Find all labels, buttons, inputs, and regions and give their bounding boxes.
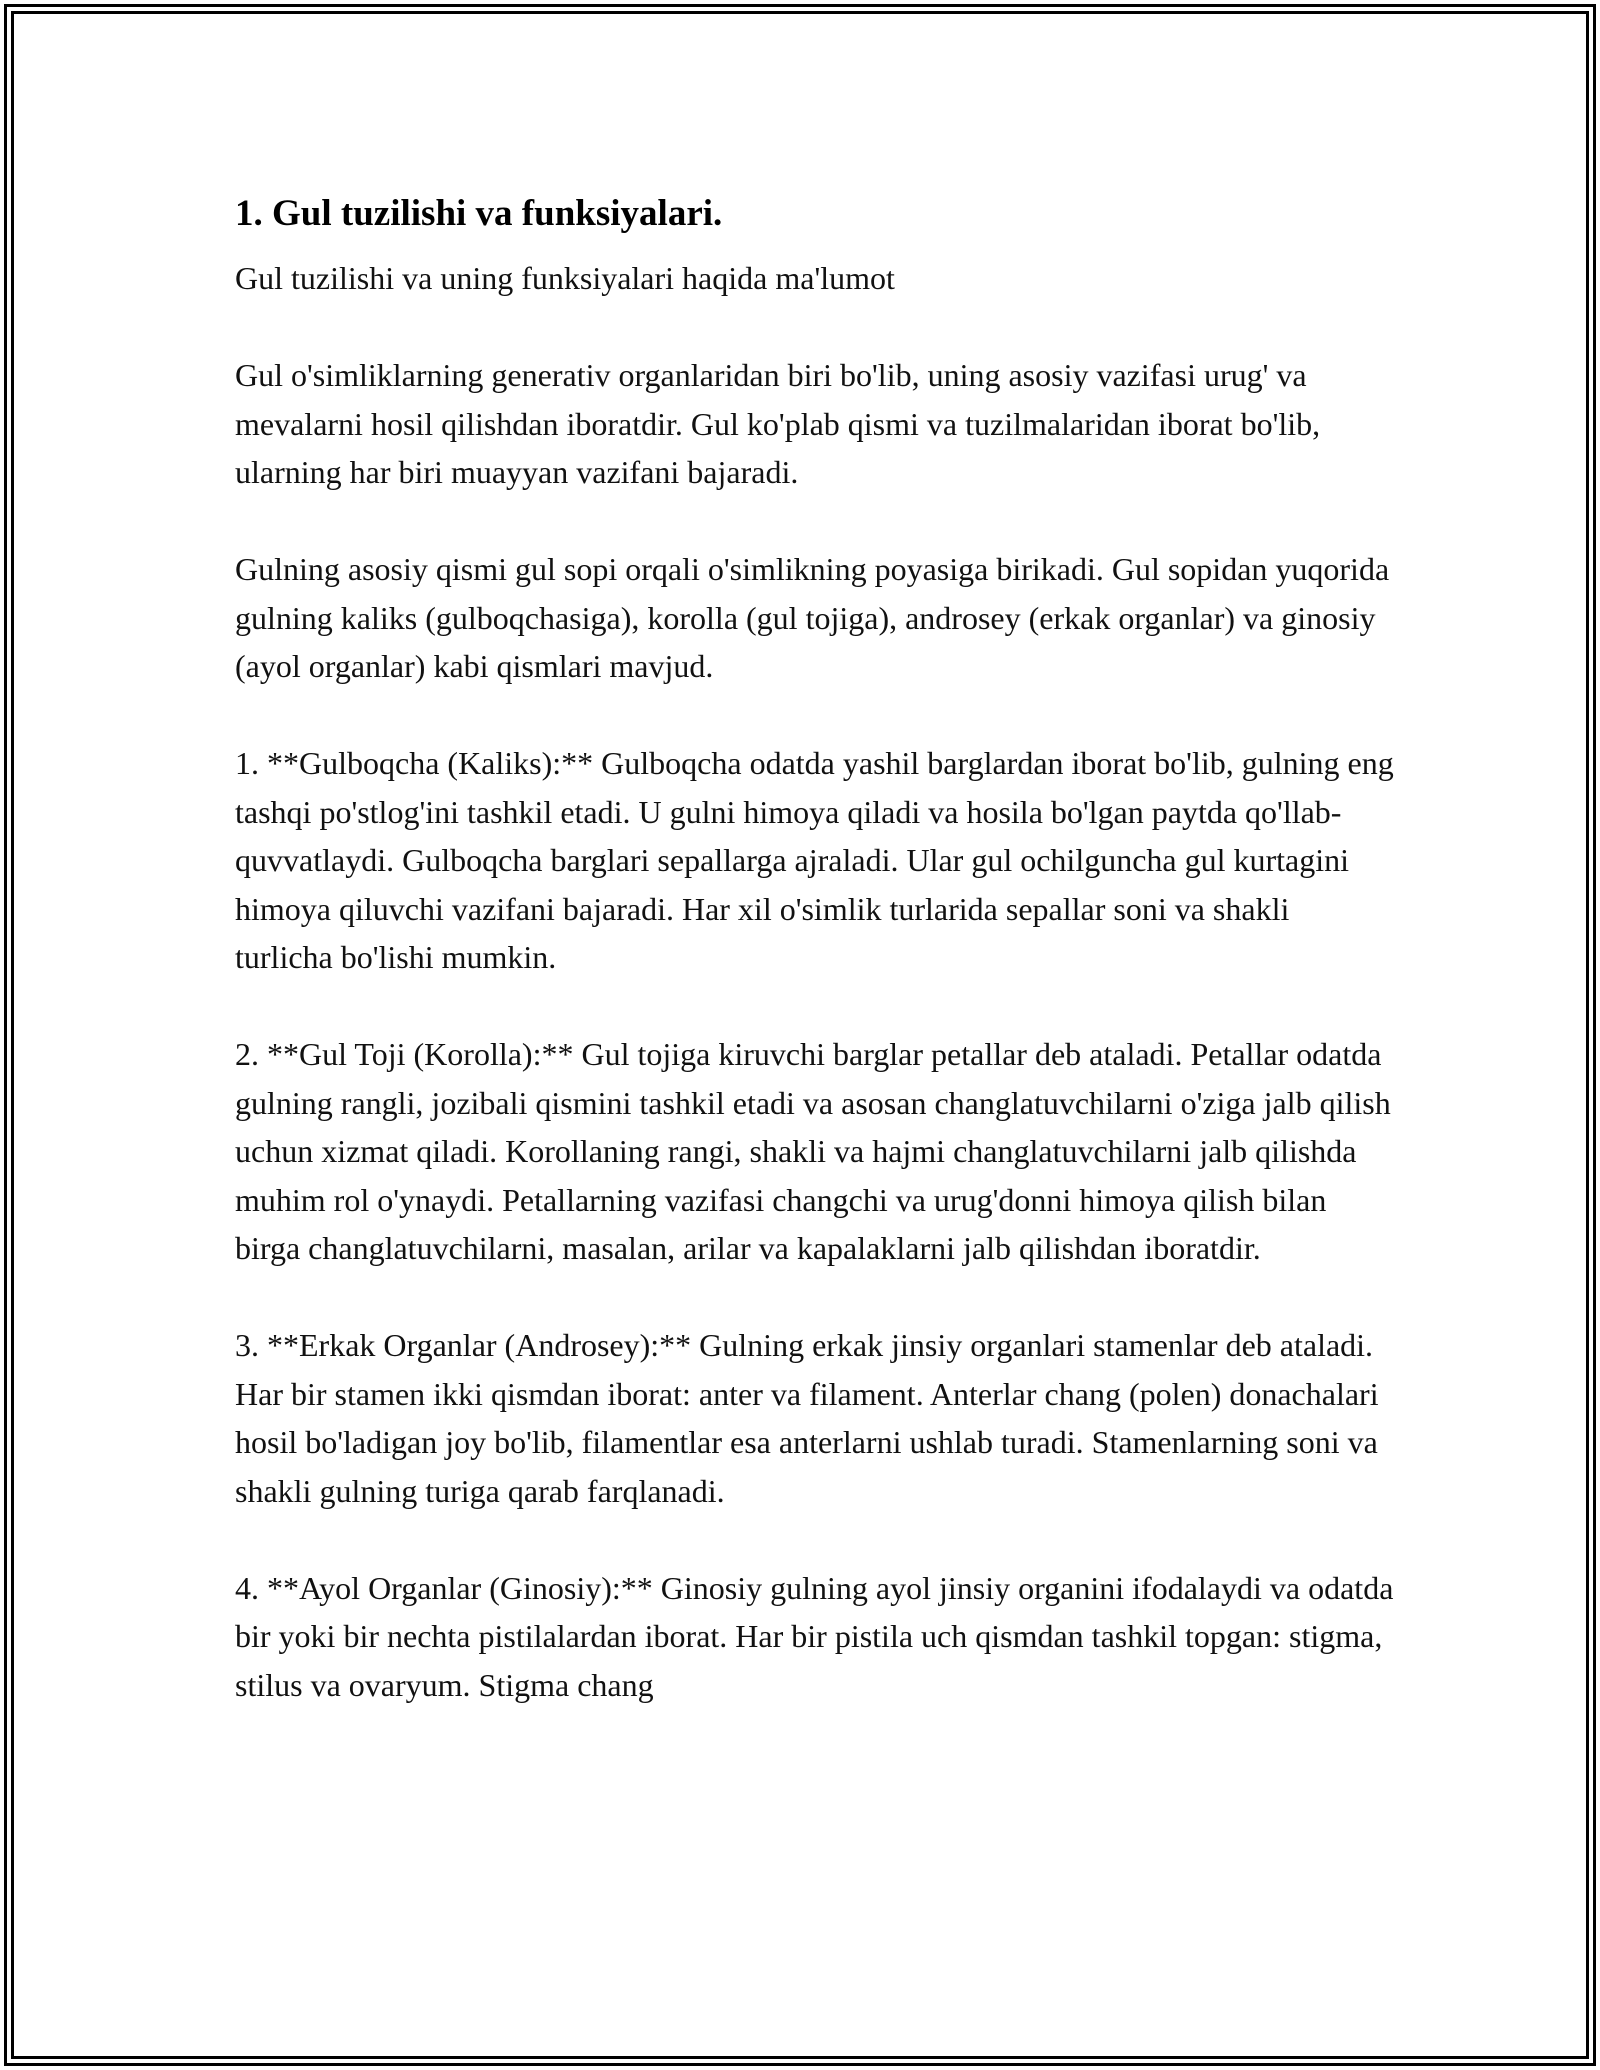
paragraph-androecium: 3. **Erkak Organlar (Androsey):** Gulning erkak jinsiy organlari stamenlar deb ataladi. Har bir stamen ikki qismdan iborat: anter va filament. Anterlar chang (polen) donachalari hosil bo'ladigan joy bo'lib, filamentlar esa anterlarni ushlab turadi. Stamenlarning soni va shakli gulning turiga qarab farqlanadi. — [235, 1327, 1379, 1509]
paragraph-corolla: 2. **Gul Toji (Korolla):** Gul tojiga kiruvchi barglar petallar deb ataladi. Petallar odatda gulning rangli, jozibali qismini tashkil etadi va asosan changlatuvchilarni o'ziga jalb qilish uchun xizmat qiladi. Korollaning rangi, shakli va hajmi changlatuvchilarni jalb qilishda muhim rol o'ynaydi. Petallarning vazifasi changchi va urug'donni himoya qilish bilan birga changlatuvchilarni, masalan, arilar va kapalaklarni jalb qilishdan iboratdir. — [235, 1036, 1391, 1266]
document-page — [235, 188, 1395, 1709]
document-subtitle: Gul tuzilishi va uning funksiyalari haqida ma'lumot — [235, 260, 895, 296]
document-title: 1. Gul tuzilishi va funksiyalari. — [235, 193, 723, 234]
paragraph-calyx: 1. **Gulboqcha (Kaliks):** Gulboqcha odatda yashil barglardan iborat bo'lib, gulning eng tashqi po'stlog'ini tashkil etadi. U gulni himoya qiladi va hosila bo'lgan paytda qo'llab-quvvatlaydi. Gulboqcha barglari sepallarga ajraladi. Ular gul ochilguncha gul kurtagini himoya qiluvchi vazifani bajaradi. Har xil o'simlik turlarida sepallar soni va shakli turlicha bo'lishi mumkin. — [235, 745, 1394, 975]
paragraph-intro: Gul o'simliklarning generativ organlaridan biri bo'lib, uning asosiy vazifasi urug' va mevalarni hosil qilishdan iboratdir. Gul ko'plab qismi va tuzilmalaridan iborat bo'lib, ularning har biri muayyan vazifani bajaradi. — [235, 357, 1321, 490]
paragraph-flower-parts: Gulning asosiy qismi gul sopi orqali o'simlikning poyasiga birikadi. Gul sopidan yuqorida gulning kaliks (gulboqchasiga), korolla (gul tojiga), androsey (erkak organlar) va ginosiy (ayol organlar) kabi qismlari mavjud. — [235, 551, 1390, 684]
paragraph-gynoecium: 4. **Ayol Organlar (Ginosiy):** Ginosiy gulning ayol jinsiy organini ifodalaydi va odatda bir yoki bir nechta pistilalardan iborat. Har bir pistila uch qismdan tashkil topgan: stigma, stilus va ovaryum. Stigma chang — [235, 1569, 1394, 1703]
